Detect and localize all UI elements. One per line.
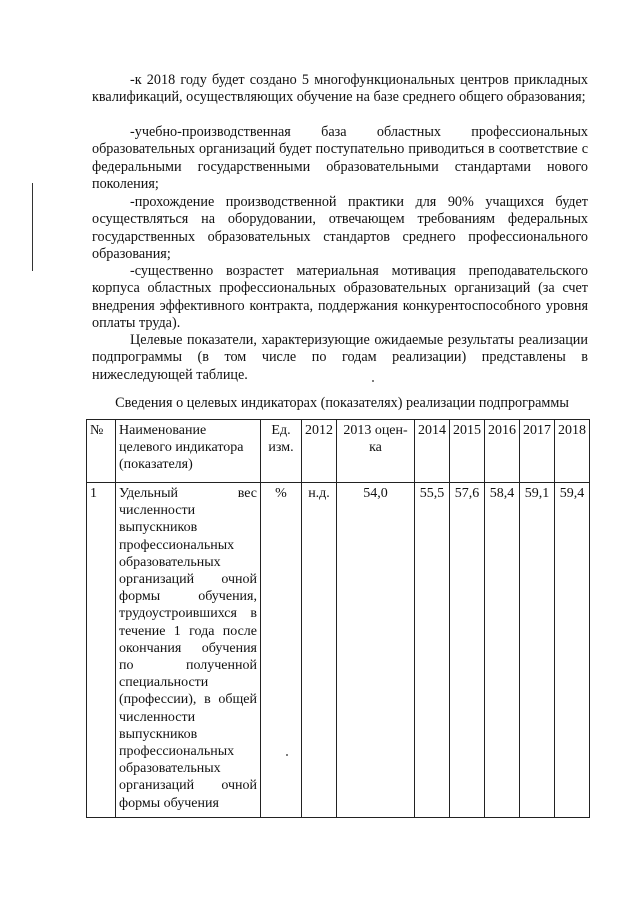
header-year-2015: 2015 (450, 420, 485, 483)
header-year-2012: 2012 (302, 420, 337, 483)
header-num: № (87, 420, 116, 483)
row-num: 1 (87, 483, 116, 818)
indicators-table (86, 419, 590, 818)
header-year-2013: 2013 оцен-ка (337, 420, 415, 483)
table-row (87, 483, 590, 818)
header-year-2016: 2016 (485, 420, 520, 483)
paragraph-target-indicators: Целевые показатели, характеризующие ожидаемые результаты реализации подпрограммы (в том числе по годам реализации) представлены в нижеследующей таблице. (92, 332, 588, 383)
header-year-2018: 2018 (555, 420, 590, 483)
header-year-2014: 2014 (415, 420, 450, 483)
value-2016: 58,4 (485, 483, 520, 818)
header-year-2017: 2017 (520, 420, 555, 483)
scan-speck (372, 380, 374, 382)
paragraph-practice: -прохождение производственной практики для 90% учащихся будет осуществляться на оборудовании, отвечающем требованиям федеральных государственных образовательных стандартов среднего профессионального образования; (92, 194, 588, 263)
value-2014: 55,5 (415, 483, 450, 818)
scan-speck (286, 754, 288, 756)
value-2018: 59,4 (555, 483, 590, 818)
value-2015: 57,6 (450, 483, 485, 818)
paragraph-centers: -к 2018 году будет создано 5 многофункциональных центров прикладных квалификаций, осуществляющих обучение на базе среднего общего образования; (92, 72, 588, 106)
table-header-row (87, 420, 590, 483)
value-2013: 54,0 (337, 483, 415, 818)
row-unit: % (261, 483, 302, 818)
paragraph-production-base: -учебно-производственная база областных профессиональных образовательных организаций будет поступательно приводиться в соответствие с федеральными государственными образовательными стандартами нового поколения; (92, 124, 588, 193)
table-caption: Сведения о целевых индикаторах (показателях) реализации подпрограммы (115, 395, 569, 411)
value-2012: н.д. (302, 483, 337, 818)
paragraph-motivation: -существенно возрастет материальная мотивация преподавательского корпуса областных профессиональных образовательных организаций (за счет внедрения эффективного контракта, поддержания конкурентоспособного уровня оплаты труда). (92, 263, 588, 332)
header-unit: Ед. изм. (261, 420, 302, 483)
value-2017: 59,1 (520, 483, 555, 818)
margin-mark (32, 183, 33, 271)
row-indicator-name: Удельный вес численности выпускников профессиональных образовательных организаций очной формы обучения, трудоустроившихся в течение 1 года после окончания обучения по полученной специальности (профессии), в общей численности выпускников профессиональных образовательных организаций очной формы обучения (116, 483, 261, 818)
header-name: Наименование целевого индикатора (показателя) (116, 420, 261, 483)
